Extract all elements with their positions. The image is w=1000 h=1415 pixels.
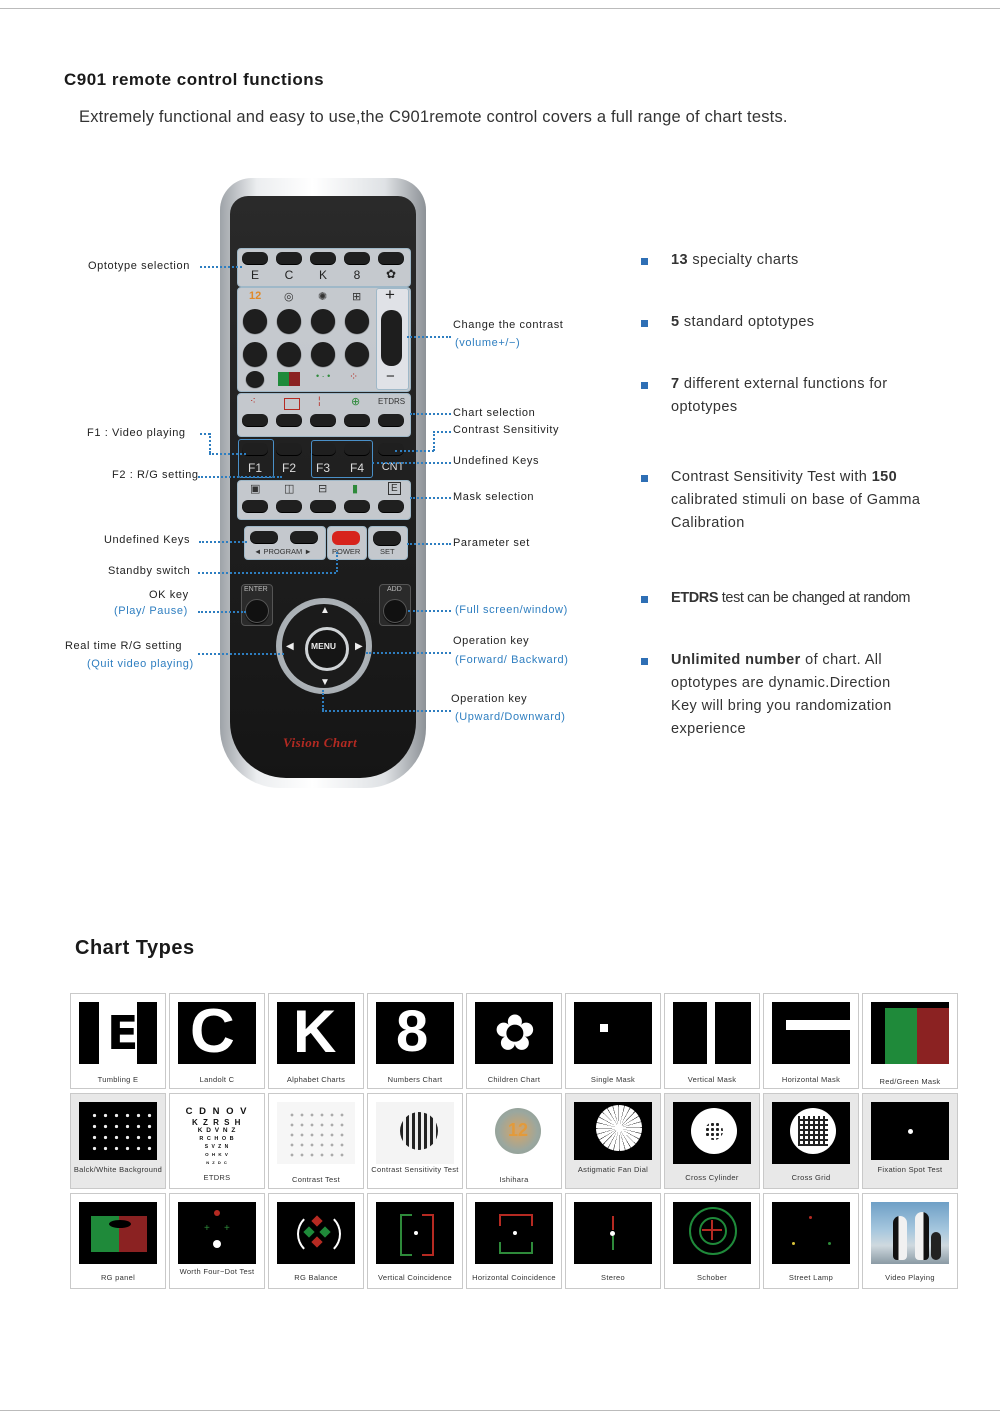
chart-caption: Astigmatic Fan Dial: [577, 1165, 649, 1174]
leader-line: [209, 433, 211, 453]
chart-select-key[interactable]: [276, 414, 302, 426]
chart-caption: RG Balance: [294, 1273, 338, 1282]
chart-key[interactable]: [246, 371, 264, 387]
leader-line: [366, 652, 451, 654]
callout-mask-selection: Mask selection: [453, 491, 535, 503]
enter-label: ENTER: [244, 586, 268, 593]
chart-caption: Alphabet Charts: [286, 1075, 346, 1084]
chart-caption: Worth Four−Dot Test: [179, 1267, 255, 1276]
chart-caption: Children Chart: [487, 1075, 541, 1084]
feature-2: 5 standard optotypes: [671, 314, 815, 330]
add-label: ADD: [387, 586, 402, 593]
mask-e-icon: E: [388, 482, 401, 495]
bullet-icon: [641, 475, 648, 482]
feature-5: ETDRS test can be changed at random: [671, 590, 911, 606]
chart-tile-horizontal-mask[interactable]: [763, 993, 859, 1089]
optotype-key-8[interactable]: [344, 252, 370, 264]
chart-tile-street-lamp[interactable]: [763, 1193, 859, 1289]
landolt-c-glyph: C: [190, 1002, 235, 1064]
chart-key[interactable]: [277, 309, 301, 333]
chart-key[interactable]: [277, 342, 301, 366]
callout-f2: F2 : R/G setting: [112, 469, 199, 481]
chart-caption: ETDRS: [203, 1173, 231, 1182]
bullet-icon: [641, 658, 648, 665]
frame-icon: [284, 398, 300, 410]
mask-key[interactable]: [242, 500, 268, 512]
chart-caption: Single Mask: [590, 1075, 636, 1084]
callout-operation-1: Operation key: [453, 635, 530, 647]
optotype-label-e: E: [250, 268, 259, 282]
chart-caption: Street Lamp: [788, 1273, 834, 1282]
chart-caption: Horizontal Coincidence: [472, 1273, 556, 1282]
cnt-label: CNT: [381, 461, 405, 473]
chart-key[interactable]: [243, 342, 267, 366]
optotype-key-flower[interactable]: [378, 252, 404, 264]
leader-line: [407, 336, 451, 338]
feature-4: Contrast Sensitivity Test with 150 calibrated stimuli on base of Gamma Calibration: [671, 469, 921, 531]
badge-12: 12: [249, 290, 262, 302]
optotype-label-c: C: [284, 268, 294, 282]
mask-key[interactable]: [378, 500, 404, 512]
rg-icon: [278, 372, 300, 386]
chart-key[interactable]: [345, 342, 369, 366]
page-subtitle: Extremely functional and easy to use,the C901remote control covers a full range of chart tests.: [79, 108, 788, 126]
etdrs-row: K D V N Z: [197, 1127, 237, 1134]
mask-single-icon: ▣: [250, 483, 261, 495]
leader-line: [433, 431, 435, 451]
chart-caption: Contrast Test: [292, 1175, 340, 1184]
chart-tile-rg-panel[interactable]: [70, 1193, 166, 1289]
chart-select-key[interactable]: [344, 414, 370, 426]
chart-caption: Ishihara: [499, 1175, 529, 1184]
chart-select-key[interactable]: [242, 414, 268, 426]
leader-line: [198, 653, 284, 655]
callout-f1: F1 : Video playing: [87, 427, 186, 439]
mask-key[interactable]: [344, 500, 370, 512]
leader-line: [336, 552, 338, 572]
callout-undefined-keys-left: Undefined Keys: [104, 534, 191, 546]
dots-red-icon: ⁖: [250, 396, 256, 407]
leader-line: [209, 453, 246, 455]
bullet-icon: [641, 382, 648, 389]
feature-3: 7 different external functions for optotypes: [671, 376, 888, 415]
chart-caption: Landolt C: [199, 1075, 235, 1084]
chart-key[interactable]: [243, 309, 267, 333]
chart-tile-numbers[interactable]: [367, 993, 463, 1089]
arrow-right-icon[interactable]: ▶: [355, 641, 363, 652]
program-label: ◄ PROGRAM ►: [254, 547, 312, 556]
chart-caption: Red/Green Mask: [879, 1077, 941, 1086]
dots-icon: • · •: [316, 371, 331, 381]
volume-rocker[interactable]: [381, 310, 402, 366]
mask-horizontal-icon: ⊟: [318, 483, 328, 495]
chart-tile-bw-background[interactable]: [70, 1093, 166, 1189]
leader-line: [408, 610, 451, 612]
leader-line: [322, 690, 324, 710]
chart-tile-stereo[interactable]: [565, 1193, 661, 1289]
chart-caption: RG panel: [100, 1273, 136, 1282]
bullet-icon: [641, 258, 648, 265]
chart-tile-alphabet[interactable]: [268, 993, 364, 1089]
chart-types-title: Chart Types: [75, 937, 195, 959]
etdrs-row: O H K V: [205, 1152, 229, 1157]
chart-caption: Numbers Chart: [387, 1075, 443, 1084]
leader-line: [410, 497, 451, 499]
chart-tile-video-playing[interactable]: [862, 1193, 958, 1289]
grid-chart-icon: ⊞: [352, 291, 362, 303]
tumbling-e-glyph: E: [107, 1006, 139, 1060]
set-button[interactable]: [373, 531, 401, 545]
callout-ok-key-sub: (Play/ Pause): [114, 605, 188, 617]
callout-standby: Standby switch: [108, 565, 191, 577]
chart-tile-cross-grid[interactable]: [763, 1093, 859, 1189]
leader-line: [407, 543, 451, 545]
top-rule: [0, 8, 1000, 9]
number-8-glyph: 8: [396, 1002, 429, 1064]
power-label: POWER: [332, 547, 361, 556]
bottom-rule: [0, 1410, 1000, 1411]
circle-chart-icon: ◎: [284, 291, 294, 303]
bullet-icon: [641, 320, 648, 327]
chart-tile-vertical-coincidence[interactable]: [367, 1193, 463, 1289]
mask-vertical-icon: ◫: [284, 483, 295, 495]
etdrs-row: N Z D C: [206, 1160, 228, 1164]
bullet-icon: [641, 596, 648, 603]
leader-line: [200, 266, 242, 268]
optotype-label-8: 8: [353, 268, 361, 282]
mask-key[interactable]: [276, 500, 302, 512]
add-button[interactable]: [383, 599, 407, 623]
chart-tile-cross-cylinder[interactable]: [664, 1093, 760, 1189]
arrow-down-icon[interactable]: ▼: [320, 677, 330, 688]
optotype-key-c[interactable]: [276, 252, 302, 264]
fan-chart-icon: ✺: [318, 291, 328, 303]
program-back-button[interactable]: [250, 531, 278, 543]
callout-operation-2-sub: (Upward/Downward): [455, 711, 566, 723]
etdrs-row: R C H O B: [199, 1136, 235, 1142]
chart-caption: Cross Cylinder: [685, 1173, 739, 1182]
etdrs-row: S V Z N: [204, 1144, 230, 1150]
callout-realtime: Real time R/G setting: [65, 640, 183, 652]
arrow-up-icon[interactable]: ▲: [320, 605, 330, 616]
enter-button[interactable]: [245, 599, 269, 623]
chart-key[interactable]: [311, 309, 335, 333]
callout-operation-1-sub: (Forward/ Backward): [455, 654, 569, 666]
leader-line: [395, 450, 434, 452]
callout-operation-2: Operation key: [451, 693, 528, 705]
leader-line: [372, 462, 451, 464]
chart-tile-rg-mask[interactable]: [862, 993, 958, 1089]
chart-tile-horizontal-coincidence[interactable]: [466, 1193, 562, 1289]
chart-tile-single-mask[interactable]: [565, 993, 661, 1089]
chart-tile-vertical-mask[interactable]: [664, 993, 760, 1089]
chart-tile-children[interactable]: [466, 993, 562, 1089]
f2-key[interactable]: [276, 443, 302, 455]
circle-plus-icon: ⊕: [351, 396, 361, 408]
plus-icon: +: [385, 285, 395, 304]
flower-icon: ✿: [385, 267, 397, 281]
chart-caption: Tumbling E: [97, 1075, 139, 1084]
leader-line: [199, 541, 247, 543]
f4-label: F4: [349, 461, 364, 475]
chart-caption: Fixation Spot Test: [877, 1165, 943, 1174]
lines-icon: ¦: [318, 396, 321, 407]
chart-caption: Video Playing: [885, 1273, 935, 1282]
chart-caption: Balck/White Background: [73, 1165, 163, 1174]
etdrs-key[interactable]: [378, 414, 404, 426]
cnt-key[interactable]: [378, 443, 404, 455]
chart-key[interactable]: [311, 342, 335, 366]
f3-label: F3: [315, 461, 330, 475]
chart-tile-rg-balance[interactable]: [268, 1193, 364, 1289]
minus-icon: −: [386, 368, 395, 385]
feature-1: 13 specialty charts: [671, 252, 799, 268]
power-button[interactable]: [332, 531, 360, 545]
chart-caption: Cross Grid: [791, 1173, 831, 1182]
mask-key[interactable]: [310, 500, 336, 512]
f2-label: F2: [281, 461, 296, 475]
chart-caption: Stereo: [601, 1273, 625, 1282]
penguin-photo: [871, 1202, 949, 1264]
chart-tile-etdrs[interactable]: [169, 1093, 265, 1189]
arrow-left-icon[interactable]: ◀: [286, 641, 294, 652]
chart-tile-ishihara[interactable]: [466, 1093, 562, 1189]
brand-logo: Vision Chart: [283, 735, 358, 750]
set-label: SET: [380, 547, 395, 556]
feature-6: Unlimited number of chart. All optotypes are dynamic.Direction Key will bring you randomization experience: [671, 652, 892, 737]
chart-tile-fixation-spot[interactable]: [862, 1093, 958, 1189]
callout-optotype-selection: Optotype selection: [88, 260, 190, 272]
program-forward-button[interactable]: [290, 531, 318, 543]
menu-label: MENU: [311, 641, 337, 651]
leader-line: [433, 431, 451, 433]
callout-parameter-set: Parameter set: [453, 537, 530, 549]
chart-caption: Vertical Coincidence: [378, 1273, 452, 1282]
chart-tile-tumbling-e[interactable]: [70, 993, 166, 1089]
etdrs-label: ETDRS: [378, 397, 406, 406]
chart-caption: Vertical Mask: [687, 1075, 737, 1084]
leader-line: [198, 611, 246, 613]
chart-caption: Horizontal Mask: [781, 1075, 841, 1084]
chart-caption: Schober: [696, 1273, 728, 1282]
callout-contrast-sub: (volume+/−): [455, 337, 521, 349]
chart-key[interactable]: [345, 309, 369, 333]
f1-label: F1: [247, 461, 262, 475]
chart-tile-contrast-test[interactable]: [268, 1093, 364, 1189]
leader-line: [322, 710, 451, 712]
chart-caption: Contrast Sensitivity Test: [371, 1165, 459, 1174]
chart-tile-landolt-c[interactable]: [169, 993, 265, 1089]
leader-line: [410, 413, 451, 415]
flower-icon: ✿: [494, 1005, 536, 1061]
optotype-key-e[interactable]: [242, 252, 268, 264]
callout-ok-key: OK key: [149, 589, 189, 601]
page-title: C901 remote control functions: [64, 70, 325, 89]
optotype-key-k[interactable]: [310, 252, 336, 264]
chart-tile-astigmatic-fan[interactable]: [565, 1093, 661, 1189]
leader-line: [198, 572, 336, 574]
chart-select-key[interactable]: [310, 414, 336, 426]
callout-undefined-keys-right: Undefined Keys: [453, 455, 540, 467]
chart-tile-worth-four-dot[interactable]: + + Worth Four−Dot Test: [169, 1193, 265, 1289]
target-icon: ⁘: [349, 371, 359, 383]
callout-contrast: Change the contrast: [453, 319, 564, 331]
chart-tile-schober[interactable]: [664, 1193, 760, 1289]
etdrs-row: C D N O V: [185, 1106, 249, 1117]
mask-rg-icon: ▮: [352, 483, 359, 495]
callout-fullscreen: (Full screen/window): [455, 604, 568, 616]
chart-tile-contrast-sensitivity[interactable]: [367, 1093, 463, 1189]
etdrs-row: K Z R S H: [192, 1118, 242, 1127]
callout-contrast-sensitivity: Contrast Sensitivity: [453, 424, 560, 436]
optotype-label-k: K: [318, 268, 327, 282]
leader-line: [198, 476, 282, 478]
callout-realtime-sub: (Quit video playing): [87, 658, 194, 670]
alphabet-k-glyph: K: [293, 1002, 337, 1064]
callout-chart-selection: Chart selection: [453, 407, 536, 419]
ishihara-number: 12: [508, 1120, 529, 1140]
